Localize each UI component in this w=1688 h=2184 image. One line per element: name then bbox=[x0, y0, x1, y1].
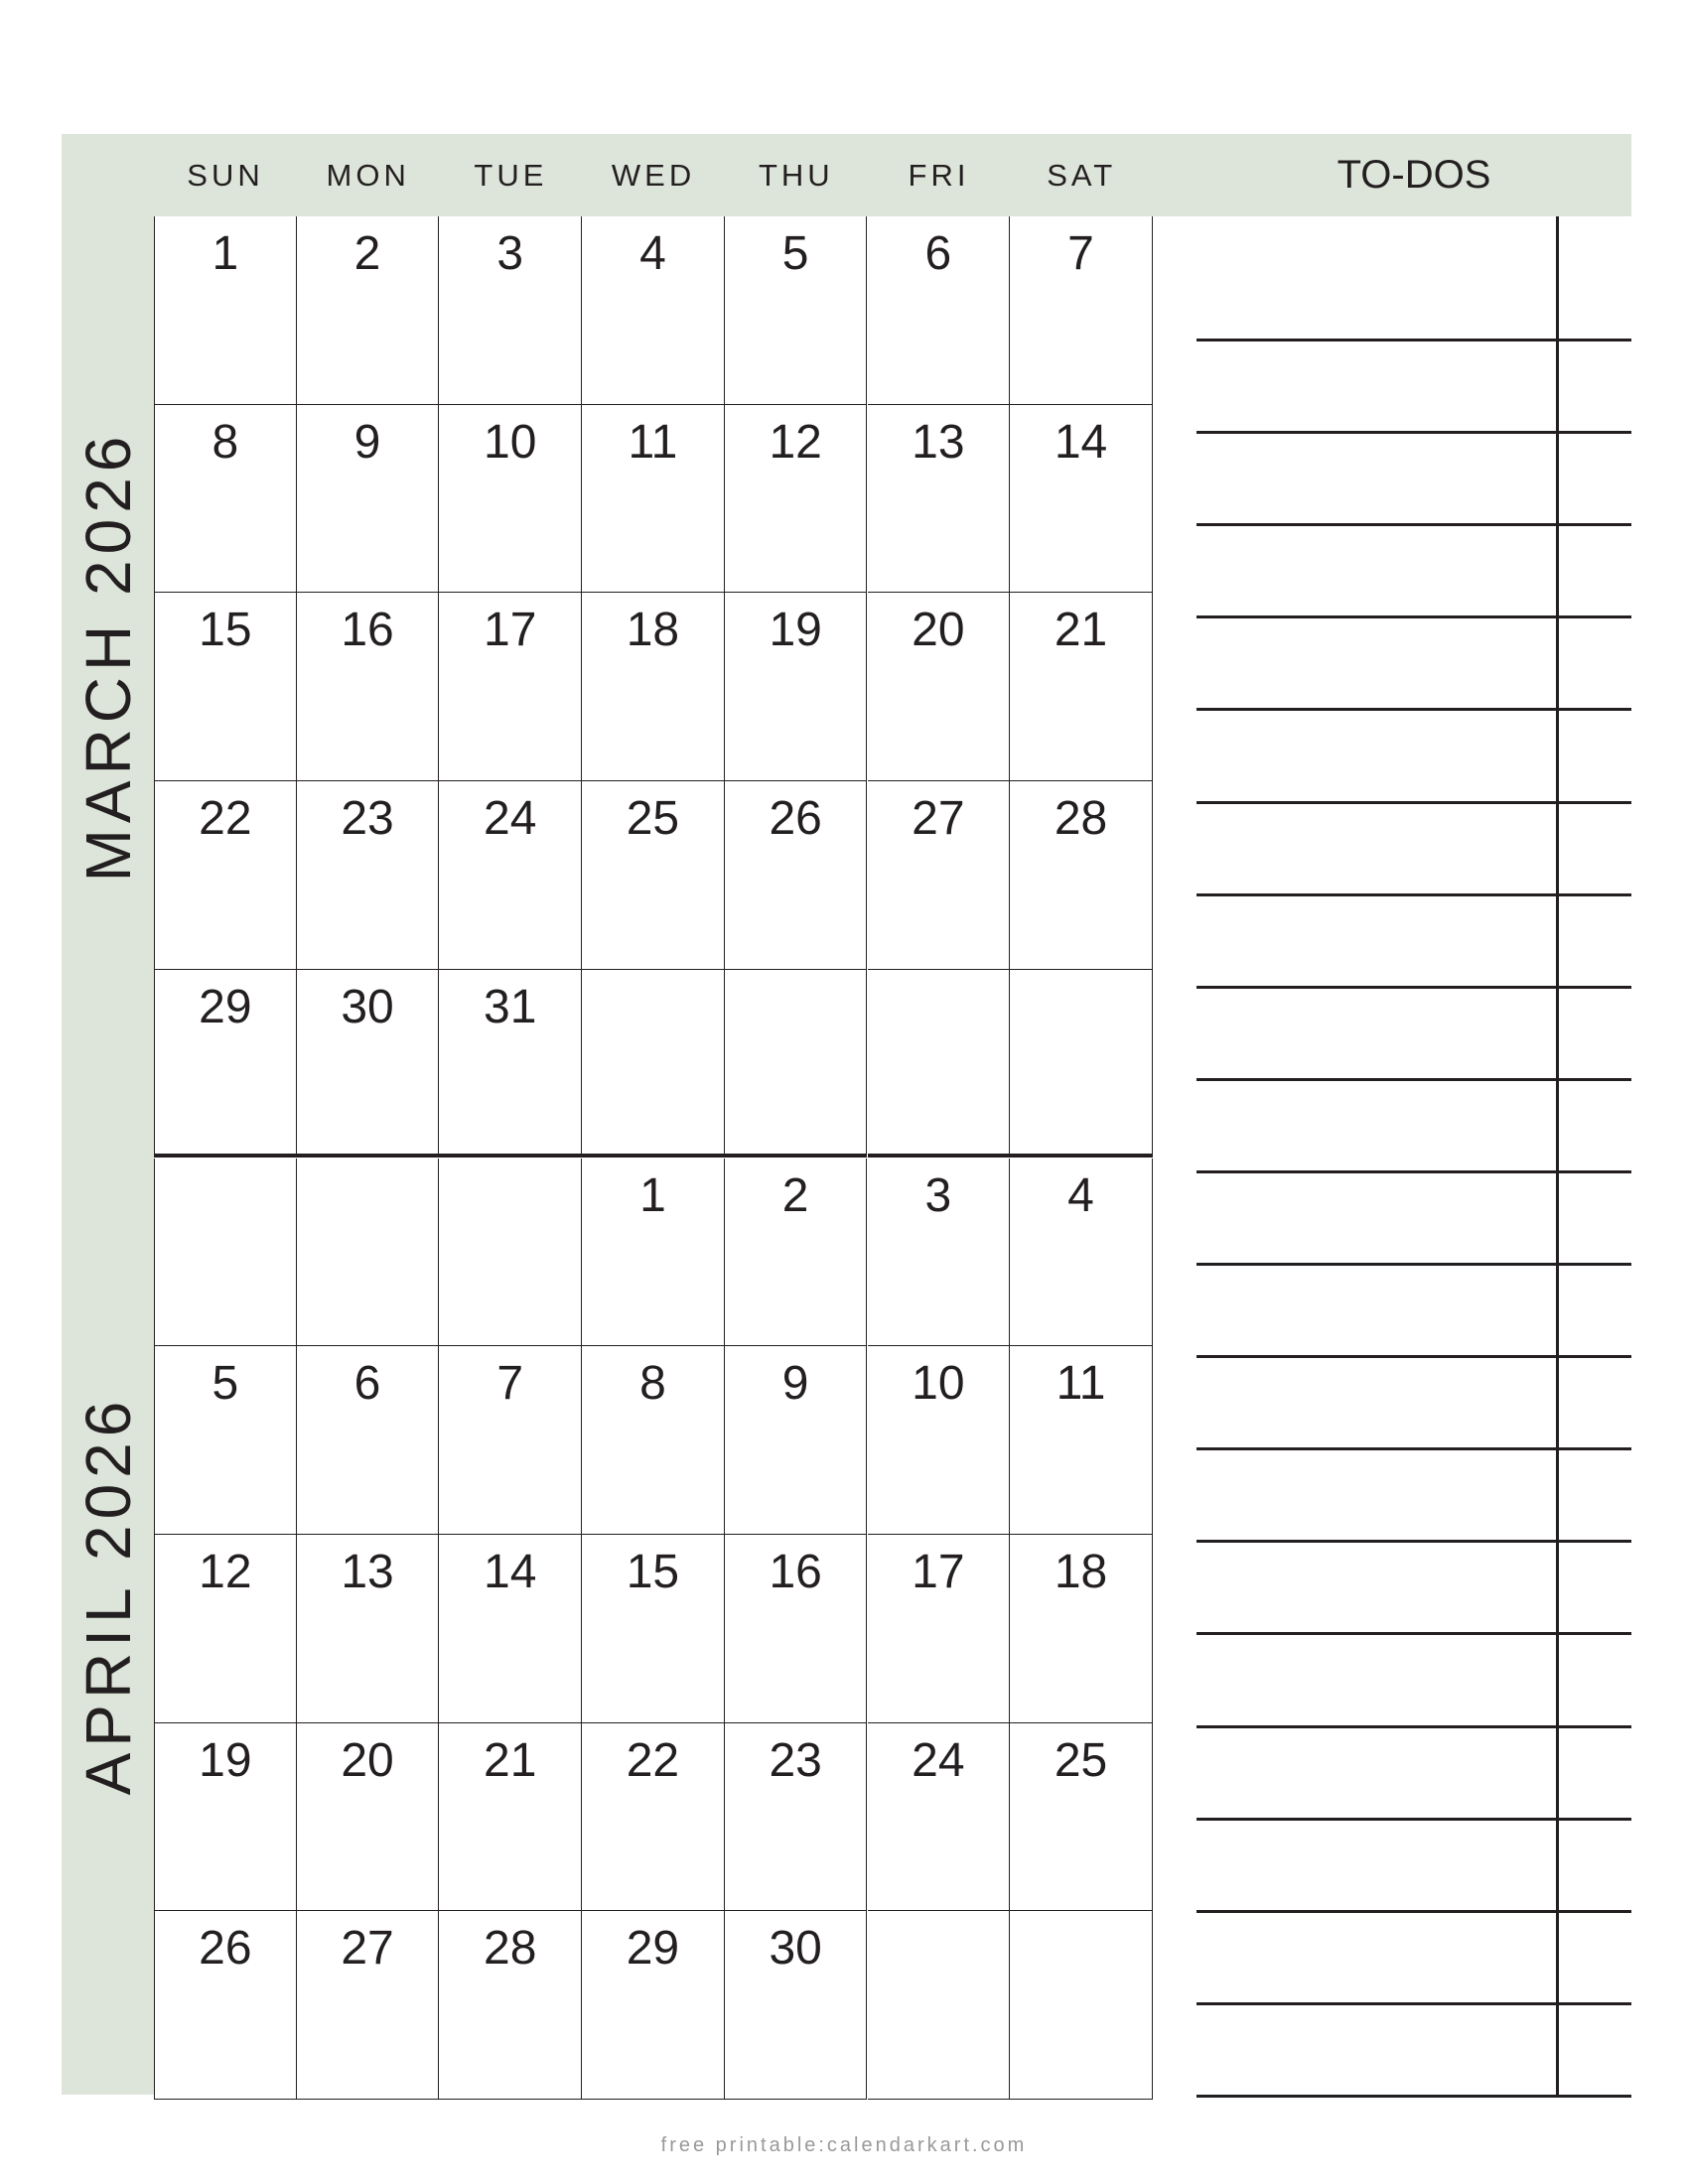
day-cell[interactable] bbox=[439, 1723, 582, 1912]
day-number: 25 bbox=[1054, 1733, 1108, 1787]
todo-line[interactable] bbox=[1196, 339, 1631, 341]
day-cell[interactable] bbox=[439, 1159, 582, 1347]
todo-line[interactable] bbox=[1196, 1818, 1631, 1821]
day-number: 23 bbox=[769, 1733, 822, 1787]
day-number: 2 bbox=[353, 227, 381, 280]
day-number: 3 bbox=[924, 1168, 952, 1222]
day-cell[interactable] bbox=[154, 1911, 297, 2100]
day-number: 20 bbox=[341, 1733, 394, 1787]
day-cell[interactable] bbox=[154, 970, 297, 1159]
todo-line[interactable] bbox=[1196, 1447, 1631, 1450]
todo-line[interactable] bbox=[1196, 1078, 1631, 1081]
day-number: 15 bbox=[199, 604, 252, 657]
month-label-april: APRIL 2026 bbox=[72, 1395, 144, 1796]
day-cell[interactable] bbox=[725, 1159, 868, 1347]
day-cell[interactable] bbox=[297, 1535, 440, 1723]
day-number: 1 bbox=[211, 227, 239, 280]
day-number: 15 bbox=[626, 1545, 680, 1598]
day-number: 24 bbox=[912, 1733, 965, 1787]
todo-line[interactable] bbox=[1196, 1725, 1631, 1728]
day-cell[interactable] bbox=[725, 405, 868, 594]
day-number: 9 bbox=[781, 1357, 809, 1411]
day-cell[interactable] bbox=[297, 1911, 440, 2100]
day-cell[interactable] bbox=[154, 1346, 297, 1535]
day-number: 4 bbox=[639, 227, 666, 280]
day-number: 30 bbox=[769, 1922, 822, 1976]
todo-line[interactable] bbox=[1196, 1355, 1631, 1358]
month-label-march: MARCH 2026 bbox=[72, 430, 144, 883]
day-number: 10 bbox=[484, 415, 537, 469]
day-number: 20 bbox=[912, 604, 965, 657]
todo-line[interactable] bbox=[1196, 1540, 1631, 1543]
day-cell[interactable] bbox=[725, 781, 868, 970]
day-cell[interactable] bbox=[868, 405, 1011, 594]
day-cell[interactable] bbox=[868, 1159, 1011, 1347]
todos-title: TO-DOS bbox=[1336, 153, 1491, 197]
day-cell[interactable] bbox=[439, 1911, 582, 2100]
day-number: 12 bbox=[769, 415, 822, 469]
day-number: 18 bbox=[1054, 1545, 1108, 1598]
todo-line[interactable] bbox=[1196, 708, 1631, 711]
day-cell[interactable] bbox=[297, 1346, 440, 1535]
day-cell[interactable] bbox=[582, 970, 725, 1159]
day-cell[interactable] bbox=[297, 970, 440, 1159]
todo-line[interactable] bbox=[1196, 2002, 1631, 2005]
day-cell[interactable] bbox=[1010, 405, 1153, 594]
day-number: 11 bbox=[1055, 1357, 1106, 1411]
day-cell[interactable] bbox=[725, 1911, 868, 2100]
day-number: 5 bbox=[781, 227, 809, 280]
day-cell[interactable] bbox=[582, 1346, 725, 1535]
weekday-thu: THU bbox=[758, 157, 834, 193]
day-cell[interactable] bbox=[725, 1346, 868, 1535]
day-cell[interactable] bbox=[868, 970, 1011, 1159]
day-cell[interactable] bbox=[439, 1346, 582, 1535]
day-cell[interactable] bbox=[725, 1723, 868, 1912]
day-cell[interactable] bbox=[582, 405, 725, 594]
day-cell[interactable] bbox=[1010, 781, 1153, 970]
day-number: 17 bbox=[912, 1545, 965, 1598]
day-number: 6 bbox=[353, 1357, 381, 1411]
todo-line[interactable] bbox=[1196, 2095, 1631, 2098]
todo-line[interactable] bbox=[1196, 615, 1631, 618]
day-cell[interactable] bbox=[868, 1535, 1011, 1723]
day-number: 17 bbox=[484, 604, 537, 657]
day-number: 27 bbox=[341, 1922, 394, 1976]
day-number: 1 bbox=[639, 1168, 666, 1222]
todo-checkbox-divider bbox=[1556, 216, 1559, 2096]
day-cell[interactable] bbox=[154, 216, 297, 405]
day-cell[interactable] bbox=[1010, 1346, 1153, 1535]
day-cell[interactable] bbox=[868, 1911, 1011, 2100]
day-number: 23 bbox=[341, 792, 394, 846]
day-number: 16 bbox=[769, 1545, 822, 1598]
day-cell[interactable] bbox=[582, 1159, 725, 1347]
day-cell[interactable] bbox=[582, 781, 725, 970]
day-cell[interactable] bbox=[582, 216, 725, 405]
day-number: 27 bbox=[912, 792, 965, 846]
day-number: 2 bbox=[781, 1168, 809, 1222]
todo-line[interactable] bbox=[1196, 801, 1631, 804]
day-cell[interactable] bbox=[439, 1535, 582, 1723]
day-cell[interactable] bbox=[154, 405, 297, 594]
day-number: 19 bbox=[769, 604, 822, 657]
day-cell[interactable] bbox=[439, 216, 582, 405]
day-cell[interactable] bbox=[297, 593, 440, 781]
day-number: 10 bbox=[912, 1357, 965, 1411]
day-number: 5 bbox=[211, 1357, 239, 1411]
weekday-mon: MON bbox=[326, 157, 410, 193]
day-cell[interactable] bbox=[725, 593, 868, 781]
day-number: 25 bbox=[626, 792, 680, 846]
day-cell[interactable] bbox=[582, 593, 725, 781]
day-cell[interactable] bbox=[1010, 1911, 1153, 2100]
todo-line[interactable] bbox=[1196, 893, 1631, 896]
day-number: 7 bbox=[1067, 227, 1094, 280]
day-cell[interactable] bbox=[1010, 593, 1153, 781]
day-cell[interactable] bbox=[1010, 1723, 1153, 1912]
day-cell[interactable] bbox=[582, 1723, 725, 1912]
day-cell[interactable] bbox=[582, 1911, 725, 2100]
weekday-sun: SUN bbox=[187, 157, 264, 193]
day-cell[interactable] bbox=[154, 593, 297, 781]
day-number: 26 bbox=[199, 1922, 252, 1976]
day-number: 30 bbox=[341, 980, 394, 1033]
day-number: 29 bbox=[199, 980, 252, 1033]
day-number: 22 bbox=[626, 1733, 680, 1787]
day-cell[interactable] bbox=[868, 1723, 1011, 1912]
day-cell[interactable] bbox=[725, 1535, 868, 1723]
day-number: 22 bbox=[199, 792, 252, 846]
day-cell[interactable] bbox=[725, 970, 868, 1159]
day-cell[interactable] bbox=[1010, 1159, 1153, 1347]
day-number: 21 bbox=[1054, 604, 1108, 657]
weekday-sat: SAT bbox=[1047, 157, 1117, 193]
day-number: 14 bbox=[484, 1545, 537, 1598]
todo-line[interactable] bbox=[1196, 431, 1631, 434]
todo-line[interactable] bbox=[1196, 1910, 1631, 1913]
weekday-wed: WED bbox=[611, 157, 696, 193]
day-cell[interactable] bbox=[1010, 216, 1153, 405]
weekday-tue: TUE bbox=[474, 157, 548, 193]
day-cell[interactable] bbox=[868, 593, 1011, 781]
day-cell[interactable] bbox=[297, 1159, 440, 1347]
day-cell[interactable] bbox=[297, 405, 440, 594]
day-number: 8 bbox=[211, 415, 239, 469]
todo-line[interactable] bbox=[1196, 1170, 1631, 1173]
day-cell[interactable] bbox=[154, 1535, 297, 1723]
day-cell[interactable] bbox=[297, 216, 440, 405]
day-cell[interactable] bbox=[868, 781, 1011, 970]
day-number: 4 bbox=[1067, 1168, 1094, 1222]
todo-line[interactable] bbox=[1196, 1263, 1631, 1266]
day-number: 28 bbox=[484, 1922, 537, 1976]
todo-line[interactable] bbox=[1196, 986, 1631, 989]
day-number: 29 bbox=[626, 1922, 680, 1976]
day-cell[interactable] bbox=[582, 1535, 725, 1723]
day-number: 28 bbox=[1054, 792, 1108, 846]
day-number: 8 bbox=[639, 1357, 666, 1411]
day-cell[interactable] bbox=[439, 970, 582, 1159]
day-cell[interactable] bbox=[439, 405, 582, 594]
day-cell[interactable] bbox=[439, 781, 582, 970]
day-number: 9 bbox=[353, 415, 381, 469]
day-cell[interactable] bbox=[868, 216, 1011, 405]
day-number: 14 bbox=[1054, 415, 1108, 469]
day-cell[interactable] bbox=[725, 216, 868, 405]
day-cell[interactable] bbox=[1010, 970, 1153, 1159]
day-number: 19 bbox=[199, 1733, 252, 1787]
day-number: 31 bbox=[484, 980, 537, 1033]
todo-line[interactable] bbox=[1196, 1632, 1631, 1635]
day-number: 16 bbox=[341, 604, 394, 657]
day-cell[interactable] bbox=[1010, 1535, 1153, 1723]
day-cell[interactable] bbox=[154, 781, 297, 970]
day-number: 3 bbox=[496, 227, 524, 280]
day-number: 24 bbox=[484, 792, 537, 846]
day-number: 26 bbox=[769, 792, 822, 846]
day-number: 7 bbox=[496, 1357, 524, 1411]
day-cell[interactable] bbox=[439, 593, 582, 781]
day-number: 21 bbox=[484, 1733, 537, 1787]
footer-credit: free printable:calendarkart.com bbox=[660, 2134, 1028, 2156]
todo-line[interactable] bbox=[1196, 523, 1631, 526]
day-cell[interactable] bbox=[297, 781, 440, 970]
day-number: 18 bbox=[626, 604, 680, 657]
day-number: 12 bbox=[199, 1545, 252, 1598]
day-number: 6 bbox=[924, 227, 952, 280]
day-number: 13 bbox=[912, 415, 965, 469]
day-cell[interactable] bbox=[154, 1723, 297, 1912]
day-cell[interactable] bbox=[868, 1346, 1011, 1535]
day-cell[interactable] bbox=[297, 1723, 440, 1912]
day-cell[interactable] bbox=[154, 1159, 297, 1347]
weekday-fri: FRI bbox=[908, 157, 970, 193]
day-number: 11 bbox=[628, 415, 678, 469]
day-number: 13 bbox=[341, 1545, 394, 1598]
